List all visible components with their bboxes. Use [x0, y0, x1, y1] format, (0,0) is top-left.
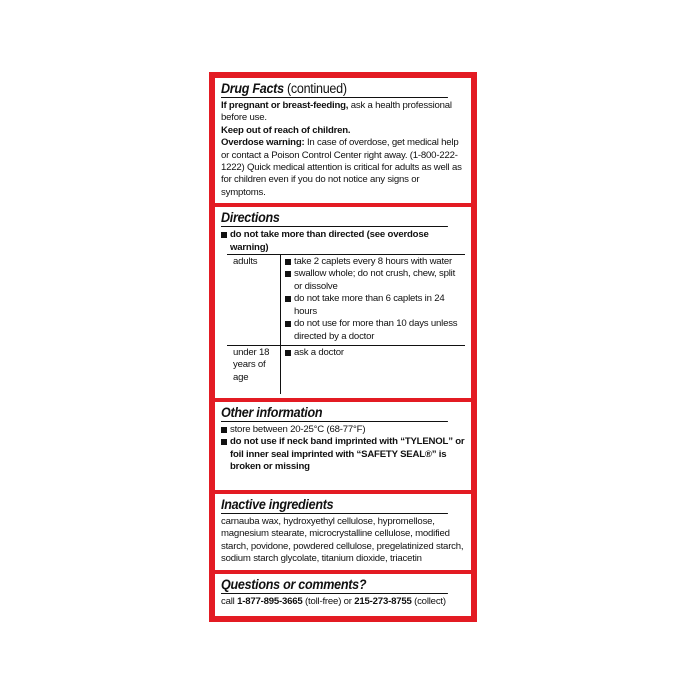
directions-title: Directions — [221, 210, 448, 227]
call-text: call — [221, 595, 238, 607]
directions-warning-text: do not take more than directed (see overdose warning) — [230, 229, 429, 253]
adults-row — [227, 254, 465, 345]
inactive-ingredients-panel — [215, 494, 471, 570]
under-18-row — [227, 345, 465, 394]
adults-label: adults — [227, 255, 281, 345]
continued-text: (continued) — [283, 81, 347, 96]
toll-free-phone: 1-877-895-3665 — [237, 595, 303, 607]
bullet-icon — [221, 232, 227, 238]
list-item — [285, 293, 465, 318]
list-item — [285, 268, 465, 293]
list-item — [221, 436, 465, 473]
pregnancy-heading: If pregnant or breast-feeding, — [221, 100, 349, 111]
pregnancy-warning — [221, 100, 465, 125]
overdose-heading: Overdose warning: — [221, 137, 305, 149]
inactive-ingredients-title: Inactive ingredients — [221, 497, 448, 514]
questions-title: Questions or comments? — [221, 577, 448, 594]
bullet-icon — [221, 439, 227, 445]
bullet-icon — [285, 350, 291, 356]
adults-instructions — [281, 255, 465, 345]
questions-panel — [215, 574, 471, 616]
bullet-icon — [285, 296, 291, 302]
bullet-icon — [285, 271, 291, 277]
overdose-text: In case of overdose, get medical help or contact a Poison Control Center right away. (1-800-222-1222) Quick medical attention is critical for adults as well as for children even if you do not notice any signs or symptoms. — [221, 137, 462, 198]
pregnancy-text: ask a health professional before use. — [221, 100, 452, 124]
drug-facts-label — [209, 72, 477, 622]
under-18-item-text: ask a doctor — [294, 346, 344, 358]
overdose-warning — [221, 137, 465, 199]
drug-facts-continued-panel — [215, 78, 471, 203]
bullet-icon — [285, 321, 291, 327]
under-18-instructions — [281, 346, 465, 394]
toll-free-note: (toll-free) or — [302, 595, 355, 607]
storage-text: store between 20-25°C (68-77°F) — [230, 423, 366, 435]
other-information-title: Other information — [221, 405, 448, 422]
panel-heading — [221, 81, 448, 98]
seal-warning-text: do not use if neck band imprinted with “TYLENOL” or foil inner seal imprinted with “SAFETY SEAL®” is broken or missing — [230, 436, 465, 473]
drug-facts-title: Drug Facts — [221, 81, 284, 96]
list-item — [221, 424, 465, 436]
collect-note: (collect) — [411, 595, 446, 607]
bullet-icon — [285, 259, 291, 265]
directions-warning — [221, 229, 465, 254]
adults-item-text: do not use for more than 10 days unless directed by a doctor — [294, 318, 458, 342]
keep-out-warning: Keep out of reach of children. — [221, 124, 351, 136]
collect-phone: 215-273-8755 — [354, 595, 412, 607]
under-18-label: under 18 years of age — [227, 346, 281, 394]
inactive-ingredients-text: carnauba wax, hydroxyethyl cellulose, hypromellose, magnesium stearate, microcrystalline cellulose, modified starch, povidone, powdered cellulose, pregelatinized starch, sodium starch glycolate, titanium dioxide, triacetin — [221, 515, 464, 565]
list-item — [285, 347, 465, 359]
list-item — [285, 256, 465, 268]
adults-item-text: swallow whole; do not crush, chew, split or dissolve — [294, 268, 456, 292]
other-information-panel — [215, 402, 471, 490]
list-item — [285, 318, 465, 343]
adults-item-text: take 2 caplets every 8 hours with water — [294, 256, 453, 268]
directions-panel — [215, 207, 471, 398]
contact-line — [221, 596, 465, 608]
bullet-icon — [221, 427, 227, 433]
adults-item-text: do not take more than 6 caplets in 24 hours — [294, 293, 445, 317]
